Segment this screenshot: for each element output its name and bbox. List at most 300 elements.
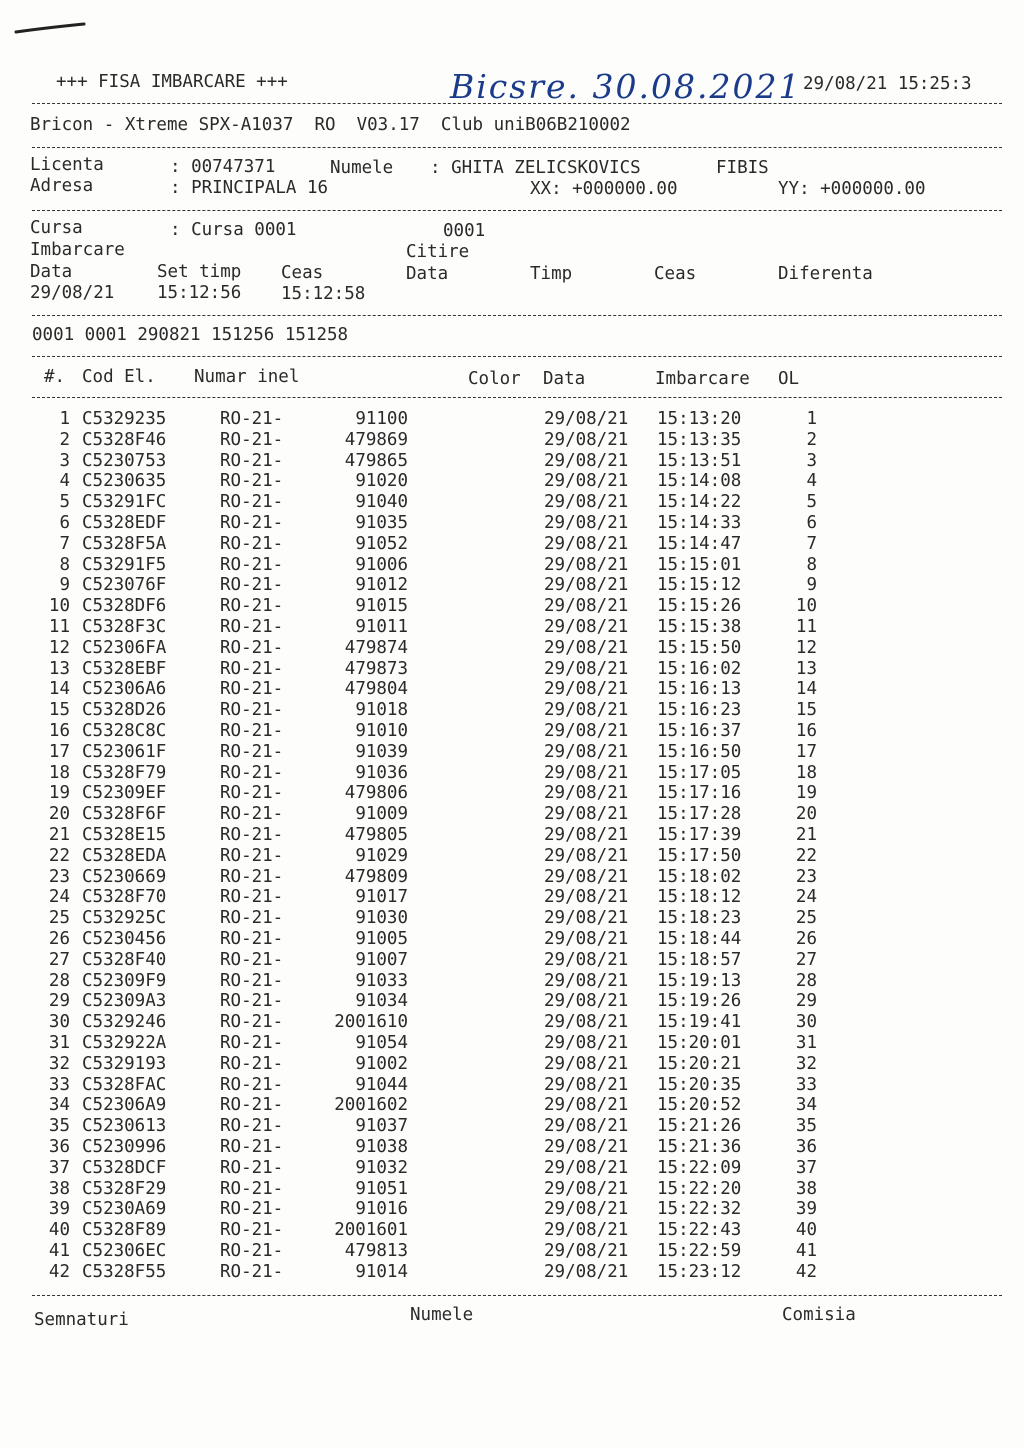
- row-ring-prefix: RO-21-: [220, 596, 284, 617]
- row-ring-number: 2001602: [334, 1095, 408, 1116]
- row-ring-number: 479873: [344, 658, 408, 679]
- row-time: 15:15:50: [657, 637, 742, 658]
- row-code: C5328EDF: [82, 513, 167, 533]
- col-header-color: Color: [468, 369, 521, 389]
- row-code: C5329193: [82, 1053, 167, 1074]
- row-ring-prefix: RO-21-: [220, 637, 284, 658]
- row-ol: 18: [795, 762, 817, 783]
- row-ring-prefix: RO-21-: [220, 429, 284, 450]
- row-ol: 31: [795, 1033, 817, 1053]
- row-code: C5328F40: [82, 949, 167, 970]
- row-ol: 22: [795, 845, 817, 866]
- row-code: C5328F29: [82, 1178, 167, 1199]
- col-header-ol: OL: [778, 369, 800, 389]
- row-time: 15:22:43: [657, 1220, 742, 1241]
- row-date: 29/08/21: [544, 617, 629, 637]
- row-time: 15:23:12: [657, 1261, 742, 1282]
- row-date: 29/08/21: [544, 409, 629, 429]
- row-time: 15:17:28: [657, 804, 742, 825]
- row-time: 15:16:50: [657, 741, 742, 762]
- row-ring-prefix: RO-21-: [220, 575, 284, 596]
- row-time: 15:20:52: [657, 1095, 742, 1116]
- row-ring-number: 479865: [344, 450, 408, 471]
- row-ring-number: 91014: [355, 1261, 408, 1282]
- row-ring-number: 479806: [344, 783, 408, 804]
- cursa-value: : Cursa 0001: [170, 220, 297, 240]
- row-ring-prefix: RO-21-: [220, 1261, 284, 1282]
- row-date: 29/08/21: [544, 492, 629, 513]
- row-ring-prefix: RO-21-: [220, 513, 284, 533]
- row-ring-number: 91007: [355, 949, 408, 970]
- row-ol: 23: [795, 866, 817, 887]
- cursa-label: Cursa: [30, 218, 83, 238]
- row-ring-number: 91005: [355, 929, 408, 949]
- divider: [32, 147, 1002, 148]
- row-ol: 36: [795, 1137, 817, 1157]
- licenta-value: : 00747371: [170, 157, 276, 177]
- col-header-nr: #.: [44, 367, 66, 387]
- row-ring-number: 91020: [355, 471, 408, 492]
- row-time: 15:15:12: [657, 575, 742, 596]
- row-date: 29/08/21: [544, 1157, 629, 1178]
- row-number: 8: [59, 554, 70, 575]
- row-time: 15:20:21: [657, 1053, 742, 1074]
- row-number: 5: [59, 492, 70, 513]
- row-ring-number: 91011: [355, 617, 408, 637]
- row-date: 29/08/21: [544, 1199, 629, 1220]
- row-ol: 26: [795, 929, 817, 949]
- row-code: C52309EF: [82, 783, 167, 804]
- row-ring-prefix: RO-21-: [220, 471, 284, 492]
- row-ring-prefix: RO-21-: [220, 492, 284, 513]
- row-ring-number: 91040: [355, 492, 408, 513]
- row-code: C5328F6F: [82, 804, 167, 825]
- row-ring-prefix: RO-21-: [220, 845, 284, 866]
- row-ol: 5: [806, 492, 817, 513]
- row-ol: 41: [795, 1241, 817, 1261]
- system-line: Bricon - Xtreme SPX-A1037 RO V03.17 Club uniB06B210002: [30, 115, 631, 135]
- cursa-code: 0001: [443, 221, 486, 241]
- row-ring-prefix: RO-21-: [220, 804, 284, 825]
- row-number: 32: [48, 1053, 70, 1074]
- row-code: C52306A9: [82, 1095, 167, 1116]
- row-ring-prefix: RO-21-: [220, 991, 284, 1012]
- row-code: C5230753: [82, 450, 167, 471]
- row-ring-number: 91032: [355, 1157, 408, 1178]
- row-ring-prefix: RO-21-: [220, 1095, 284, 1116]
- row-ring-number: 91035: [355, 513, 408, 533]
- row-time: 15:16:23: [657, 700, 742, 721]
- row-date: 29/08/21: [544, 658, 629, 679]
- adresa-value: : PRINCIPALA 16: [170, 178, 329, 198]
- row-date: 29/08/21: [544, 429, 629, 450]
- row-ring-number: 91052: [355, 533, 408, 554]
- row-date: 29/08/21: [544, 679, 629, 700]
- row-ring-number: 479804: [344, 679, 408, 700]
- row-ring-number: 479874: [344, 637, 408, 658]
- row-code: C5328F5A: [82, 533, 167, 554]
- row-ring-number: 91012: [355, 575, 408, 596]
- row-ol: 8: [806, 554, 817, 575]
- row-ol: 37: [795, 1157, 817, 1178]
- row-ring-prefix: RO-21-: [220, 409, 284, 429]
- row-time: 15:18:12: [657, 887, 742, 908]
- row-ring-prefix: RO-21-: [220, 970, 284, 991]
- row-ring-prefix: RO-21-: [220, 533, 284, 554]
- row-code: C53291F5: [82, 554, 167, 575]
- col-header-numar: Numar inel: [194, 367, 300, 387]
- row-time: 15:18:23: [657, 908, 742, 929]
- row-ring-prefix: RO-21-: [220, 887, 284, 908]
- set-timp-value: 15:12:56: [157, 283, 242, 303]
- handwritten-note: Bicsre. 30.08.2021: [450, 67, 802, 106]
- row-number: 19: [48, 783, 70, 804]
- row-ring-prefix: RO-21-: [220, 908, 284, 929]
- row-ring-number: 2001601: [334, 1220, 408, 1241]
- row-number: 17: [48, 741, 70, 762]
- row-number: 33: [48, 1074, 70, 1095]
- row-time: 15:14:08: [657, 471, 742, 492]
- row-number: 6: [59, 513, 70, 533]
- row-ring-prefix: RO-21-: [220, 1012, 284, 1033]
- row-time: 15:18:44: [657, 929, 742, 949]
- row-time: 15:22:59: [657, 1241, 742, 1261]
- row-date: 29/08/21: [544, 721, 629, 741]
- row-code: C5328F70: [82, 887, 167, 908]
- pen-mark: [14, 22, 88, 36]
- row-number: 14: [48, 679, 70, 700]
- row-ring-prefix: RO-21-: [220, 554, 284, 575]
- row-number: 40: [48, 1220, 70, 1241]
- row-date: 29/08/21: [544, 533, 629, 554]
- row-ring-prefix: RO-21-: [220, 741, 284, 762]
- numele-footer-label: Numele: [410, 1305, 474, 1325]
- row-ring-prefix: RO-21-: [220, 700, 284, 721]
- col-header-data: Data: [543, 369, 586, 389]
- adresa-label: Adresa: [30, 176, 94, 196]
- row-number: 3: [59, 450, 70, 471]
- row-ol: 10: [795, 596, 817, 617]
- row-ol: 30: [795, 1012, 817, 1033]
- row-ol: 2: [806, 429, 817, 450]
- row-ol: 38: [795, 1178, 817, 1199]
- timp-label: Timp: [530, 264, 573, 284]
- row-ol: 3: [806, 450, 817, 471]
- citire-ceas-label: Ceas: [654, 264, 697, 284]
- citire-data-label: Data: [406, 264, 449, 284]
- row-ring-number: 91054: [355, 1033, 408, 1053]
- row-time: 15:21:36: [657, 1137, 742, 1157]
- row-ring-prefix: RO-21-: [220, 1157, 284, 1178]
- row-number: 21: [48, 825, 70, 845]
- row-number: 27: [48, 949, 70, 970]
- document-title: +++ FISA IMBARCARE +++: [56, 72, 288, 92]
- row-time: 15:17:16: [657, 783, 742, 804]
- row-time: 15:15:26: [657, 596, 742, 617]
- row-ring-prefix: RO-21-: [220, 783, 284, 804]
- row-ring-number: 91009: [355, 804, 408, 825]
- row-code: C52309F9: [82, 970, 167, 991]
- row-ring-prefix: RO-21-: [220, 1199, 284, 1220]
- row-ol: 6: [806, 513, 817, 533]
- row-ol: 12: [795, 637, 817, 658]
- row-ring-prefix: RO-21-: [220, 1241, 284, 1261]
- row-ol: 34: [795, 1095, 817, 1116]
- row-date: 29/08/21: [544, 929, 629, 949]
- row-time: 15:13:20: [657, 409, 742, 429]
- row-ring-number: 91016: [355, 1199, 408, 1220]
- row-code: C5328C8C: [82, 721, 167, 741]
- row-ol: 29: [795, 991, 817, 1012]
- row-time: 15:19:26: [657, 991, 742, 1012]
- row-ring-prefix: RO-21-: [220, 679, 284, 700]
- col-header-imbarcare: Imbarcare: [655, 369, 750, 389]
- row-date: 29/08/21: [544, 1241, 629, 1261]
- row-date: 29/08/21: [544, 1220, 629, 1241]
- row-time: 15:21:26: [657, 1116, 742, 1137]
- row-ring-number: 479809: [344, 866, 408, 887]
- row-time: 15:15:01: [657, 554, 742, 575]
- row-ol: 25: [795, 908, 817, 929]
- row-code: C5230613: [82, 1116, 167, 1137]
- row-code: C53291FC: [82, 492, 167, 513]
- coord-xx: XX: +000000.00: [530, 179, 678, 199]
- row-date: 29/08/21: [544, 450, 629, 471]
- row-ring-prefix: RO-21-: [220, 617, 284, 637]
- col-header-cod: Cod El.: [82, 367, 156, 387]
- row-ring-number: 91030: [355, 908, 408, 929]
- row-code: C5328DCF: [82, 1157, 167, 1178]
- row-date: 29/08/21: [544, 1095, 629, 1116]
- row-time: 15:22:09: [657, 1157, 742, 1178]
- row-time: 15:14:22: [657, 492, 742, 513]
- row-number: 38: [48, 1178, 70, 1199]
- row-code: C523061F: [82, 741, 167, 762]
- row-number: 23: [48, 866, 70, 887]
- row-date: 29/08/21: [544, 637, 629, 658]
- row-code: C5328F46: [82, 429, 167, 450]
- row-date: 29/08/21: [544, 762, 629, 783]
- row-number: 22: [48, 845, 70, 866]
- row-date: 29/08/21: [544, 804, 629, 825]
- row-ol: 1: [806, 409, 817, 429]
- row-date: 29/08/21: [544, 1074, 629, 1095]
- row-time: 15:17:50: [657, 845, 742, 866]
- numele-value: : GHITA ZELICSKOVICS: [430, 158, 641, 178]
- row-date: 29/08/21: [544, 845, 629, 866]
- row-ring-prefix: RO-21-: [220, 929, 284, 949]
- row-number: 18: [48, 762, 70, 783]
- row-date: 29/08/21: [544, 1116, 629, 1137]
- row-ring-number: 91051: [355, 1178, 408, 1199]
- row-code: C5328E15: [82, 825, 167, 845]
- row-number: 2: [59, 429, 70, 450]
- row-number: 1: [59, 409, 70, 429]
- row-number: 31: [48, 1033, 70, 1053]
- row-code: C532922A: [82, 1033, 167, 1053]
- divider: [32, 1295, 1002, 1296]
- row-ring-prefix: RO-21-: [220, 1137, 284, 1157]
- row-date: 29/08/21: [544, 866, 629, 887]
- row-number: 36: [48, 1137, 70, 1157]
- row-code: C5230A69: [82, 1199, 167, 1220]
- row-number: 13: [48, 658, 70, 679]
- row-date: 29/08/21: [544, 1137, 629, 1157]
- coord-yy: YY: +000000.00: [778, 179, 926, 199]
- row-date: 29/08/21: [544, 1033, 629, 1053]
- ceas-value: 15:12:58: [281, 284, 366, 304]
- row-ol: 40: [795, 1220, 817, 1241]
- row-code: C5230635: [82, 471, 167, 492]
- row-ol: 7: [806, 533, 817, 554]
- row-ring-number: 91006: [355, 554, 408, 575]
- row-number: 25: [48, 908, 70, 929]
- print-timestamp: 29/08/21 15:25:3: [803, 74, 972, 94]
- row-code: C52306A6: [82, 679, 167, 700]
- row-number: 15: [48, 700, 70, 721]
- row-number: 30: [48, 1012, 70, 1033]
- row-code: C5328F89: [82, 1220, 167, 1241]
- row-number: 16: [48, 721, 70, 741]
- row-date: 29/08/21: [544, 596, 629, 617]
- row-time: 15:19:13: [657, 970, 742, 991]
- row-number: 4: [59, 471, 70, 492]
- row-ol: 9: [806, 575, 817, 596]
- row-ring-number: 479869: [344, 429, 408, 450]
- row-number: 41: [48, 1241, 70, 1261]
- row-ring-number: 91044: [355, 1074, 408, 1095]
- row-ol: 24: [795, 887, 817, 908]
- row-number: 7: [59, 533, 70, 554]
- row-number: 10: [48, 596, 70, 617]
- row-code: C5328D26: [82, 700, 167, 721]
- row-ol: 33: [795, 1074, 817, 1095]
- row-code: C532925C: [82, 908, 167, 929]
- data-value: 29/08/21: [30, 283, 115, 303]
- row-date: 29/08/21: [544, 991, 629, 1012]
- row-time: 15:17:39: [657, 825, 742, 845]
- row-time: 15:13:51: [657, 450, 742, 471]
- row-number: 20: [48, 804, 70, 825]
- row-ring-number: 91038: [355, 1137, 408, 1157]
- row-number: 39: [48, 1199, 70, 1220]
- row-ring-prefix: RO-21-: [220, 658, 284, 679]
- row-ring-prefix: RO-21-: [220, 1116, 284, 1137]
- row-ol: 13: [795, 658, 817, 679]
- row-ol: 21: [795, 825, 817, 845]
- row-date: 29/08/21: [544, 949, 629, 970]
- row-ol: 16: [795, 721, 817, 741]
- row-code: C5328F55: [82, 1261, 167, 1282]
- citire-label: Citire: [406, 242, 470, 262]
- row-code: C52306EC: [82, 1241, 167, 1261]
- data-label: Data: [30, 262, 73, 282]
- row-number: 34: [48, 1095, 70, 1116]
- row-ring-number: 91017: [355, 887, 408, 908]
- row-time: 15:22:32: [657, 1199, 742, 1220]
- row-number: 11: [48, 617, 70, 637]
- row-number: 9: [59, 575, 70, 596]
- row-ring-number: 91033: [355, 970, 408, 991]
- row-code: C5328EDA: [82, 845, 167, 866]
- row-time: 15:17:05: [657, 762, 742, 783]
- row-code: C52306FA: [82, 637, 167, 658]
- row-number: 42: [48, 1261, 70, 1282]
- summary-line: 0001 0001 290821 151256 151258: [32, 325, 349, 345]
- row-date: 29/08/21: [544, 575, 629, 596]
- row-ol: 27: [795, 949, 817, 970]
- row-ol: 28: [795, 970, 817, 991]
- row-code: C5328F79: [82, 762, 167, 783]
- row-date: 29/08/21: [544, 1261, 629, 1282]
- row-code: C52309A3: [82, 991, 167, 1012]
- row-date: 29/08/21: [544, 887, 629, 908]
- row-date: 29/08/21: [544, 513, 629, 533]
- divider: [32, 210, 1002, 211]
- row-ring-number: 91036: [355, 762, 408, 783]
- row-date: 29/08/21: [544, 783, 629, 804]
- divider: [32, 397, 1002, 398]
- row-number: 28: [48, 970, 70, 991]
- row-code: C5328FAC: [82, 1074, 167, 1095]
- row-ol: 42: [795, 1261, 817, 1282]
- row-number: 29: [48, 991, 70, 1012]
- row-code: C5328EBF: [82, 658, 167, 679]
- set-timp-label: Set timp: [157, 262, 242, 282]
- row-ring-number: 91018: [355, 700, 408, 721]
- row-ol: 4: [806, 471, 817, 492]
- row-time: 15:15:38: [657, 617, 742, 637]
- row-ring-number: 479805: [344, 825, 408, 845]
- numele-extra: FIBIS: [716, 158, 769, 178]
- row-ring-number: 91010: [355, 721, 408, 741]
- divider: [32, 356, 1002, 357]
- row-ring-prefix: RO-21-: [220, 1074, 284, 1095]
- row-ol: 14: [795, 679, 817, 700]
- row-time: 15:14:33: [657, 513, 742, 533]
- row-ring-number: 91039: [355, 741, 408, 762]
- row-ring-number: 91029: [355, 845, 408, 866]
- row-date: 29/08/21: [544, 700, 629, 721]
- row-time: 15:20:01: [657, 1033, 742, 1053]
- row-time: 15:19:41: [657, 1012, 742, 1033]
- row-date: 29/08/21: [544, 741, 629, 762]
- row-ring-number: 91100: [355, 409, 408, 429]
- row-ring-prefix: RO-21-: [220, 721, 284, 741]
- row-time: 15:14:47: [657, 533, 742, 554]
- row-code: C5328DF6: [82, 596, 167, 617]
- row-ring-prefix: RO-21-: [220, 450, 284, 471]
- row-ring-number: 479813: [344, 1241, 408, 1261]
- row-time: 15:16:02: [657, 658, 742, 679]
- row-ring-number: 2001610: [334, 1012, 408, 1033]
- row-date: 29/08/21: [544, 908, 629, 929]
- diferenta-label: Diferenta: [778, 264, 873, 284]
- row-ol: 39: [795, 1199, 817, 1220]
- row-code: C523076F: [82, 575, 167, 596]
- semnaturi-label: Semnaturi: [34, 1310, 129, 1330]
- numele-label: Numele: [330, 158, 394, 178]
- row-time: 15:16:37: [657, 721, 742, 741]
- row-ring-number: 91015: [355, 596, 408, 617]
- divider: [32, 103, 1002, 104]
- row-time: 15:16:13: [657, 679, 742, 700]
- licenta-label: Licenta: [30, 155, 104, 175]
- row-time: 15:18:02: [657, 866, 742, 887]
- row-date: 29/08/21: [544, 970, 629, 991]
- row-ring-number: 91037: [355, 1116, 408, 1137]
- row-ring-number: 91002: [355, 1053, 408, 1074]
